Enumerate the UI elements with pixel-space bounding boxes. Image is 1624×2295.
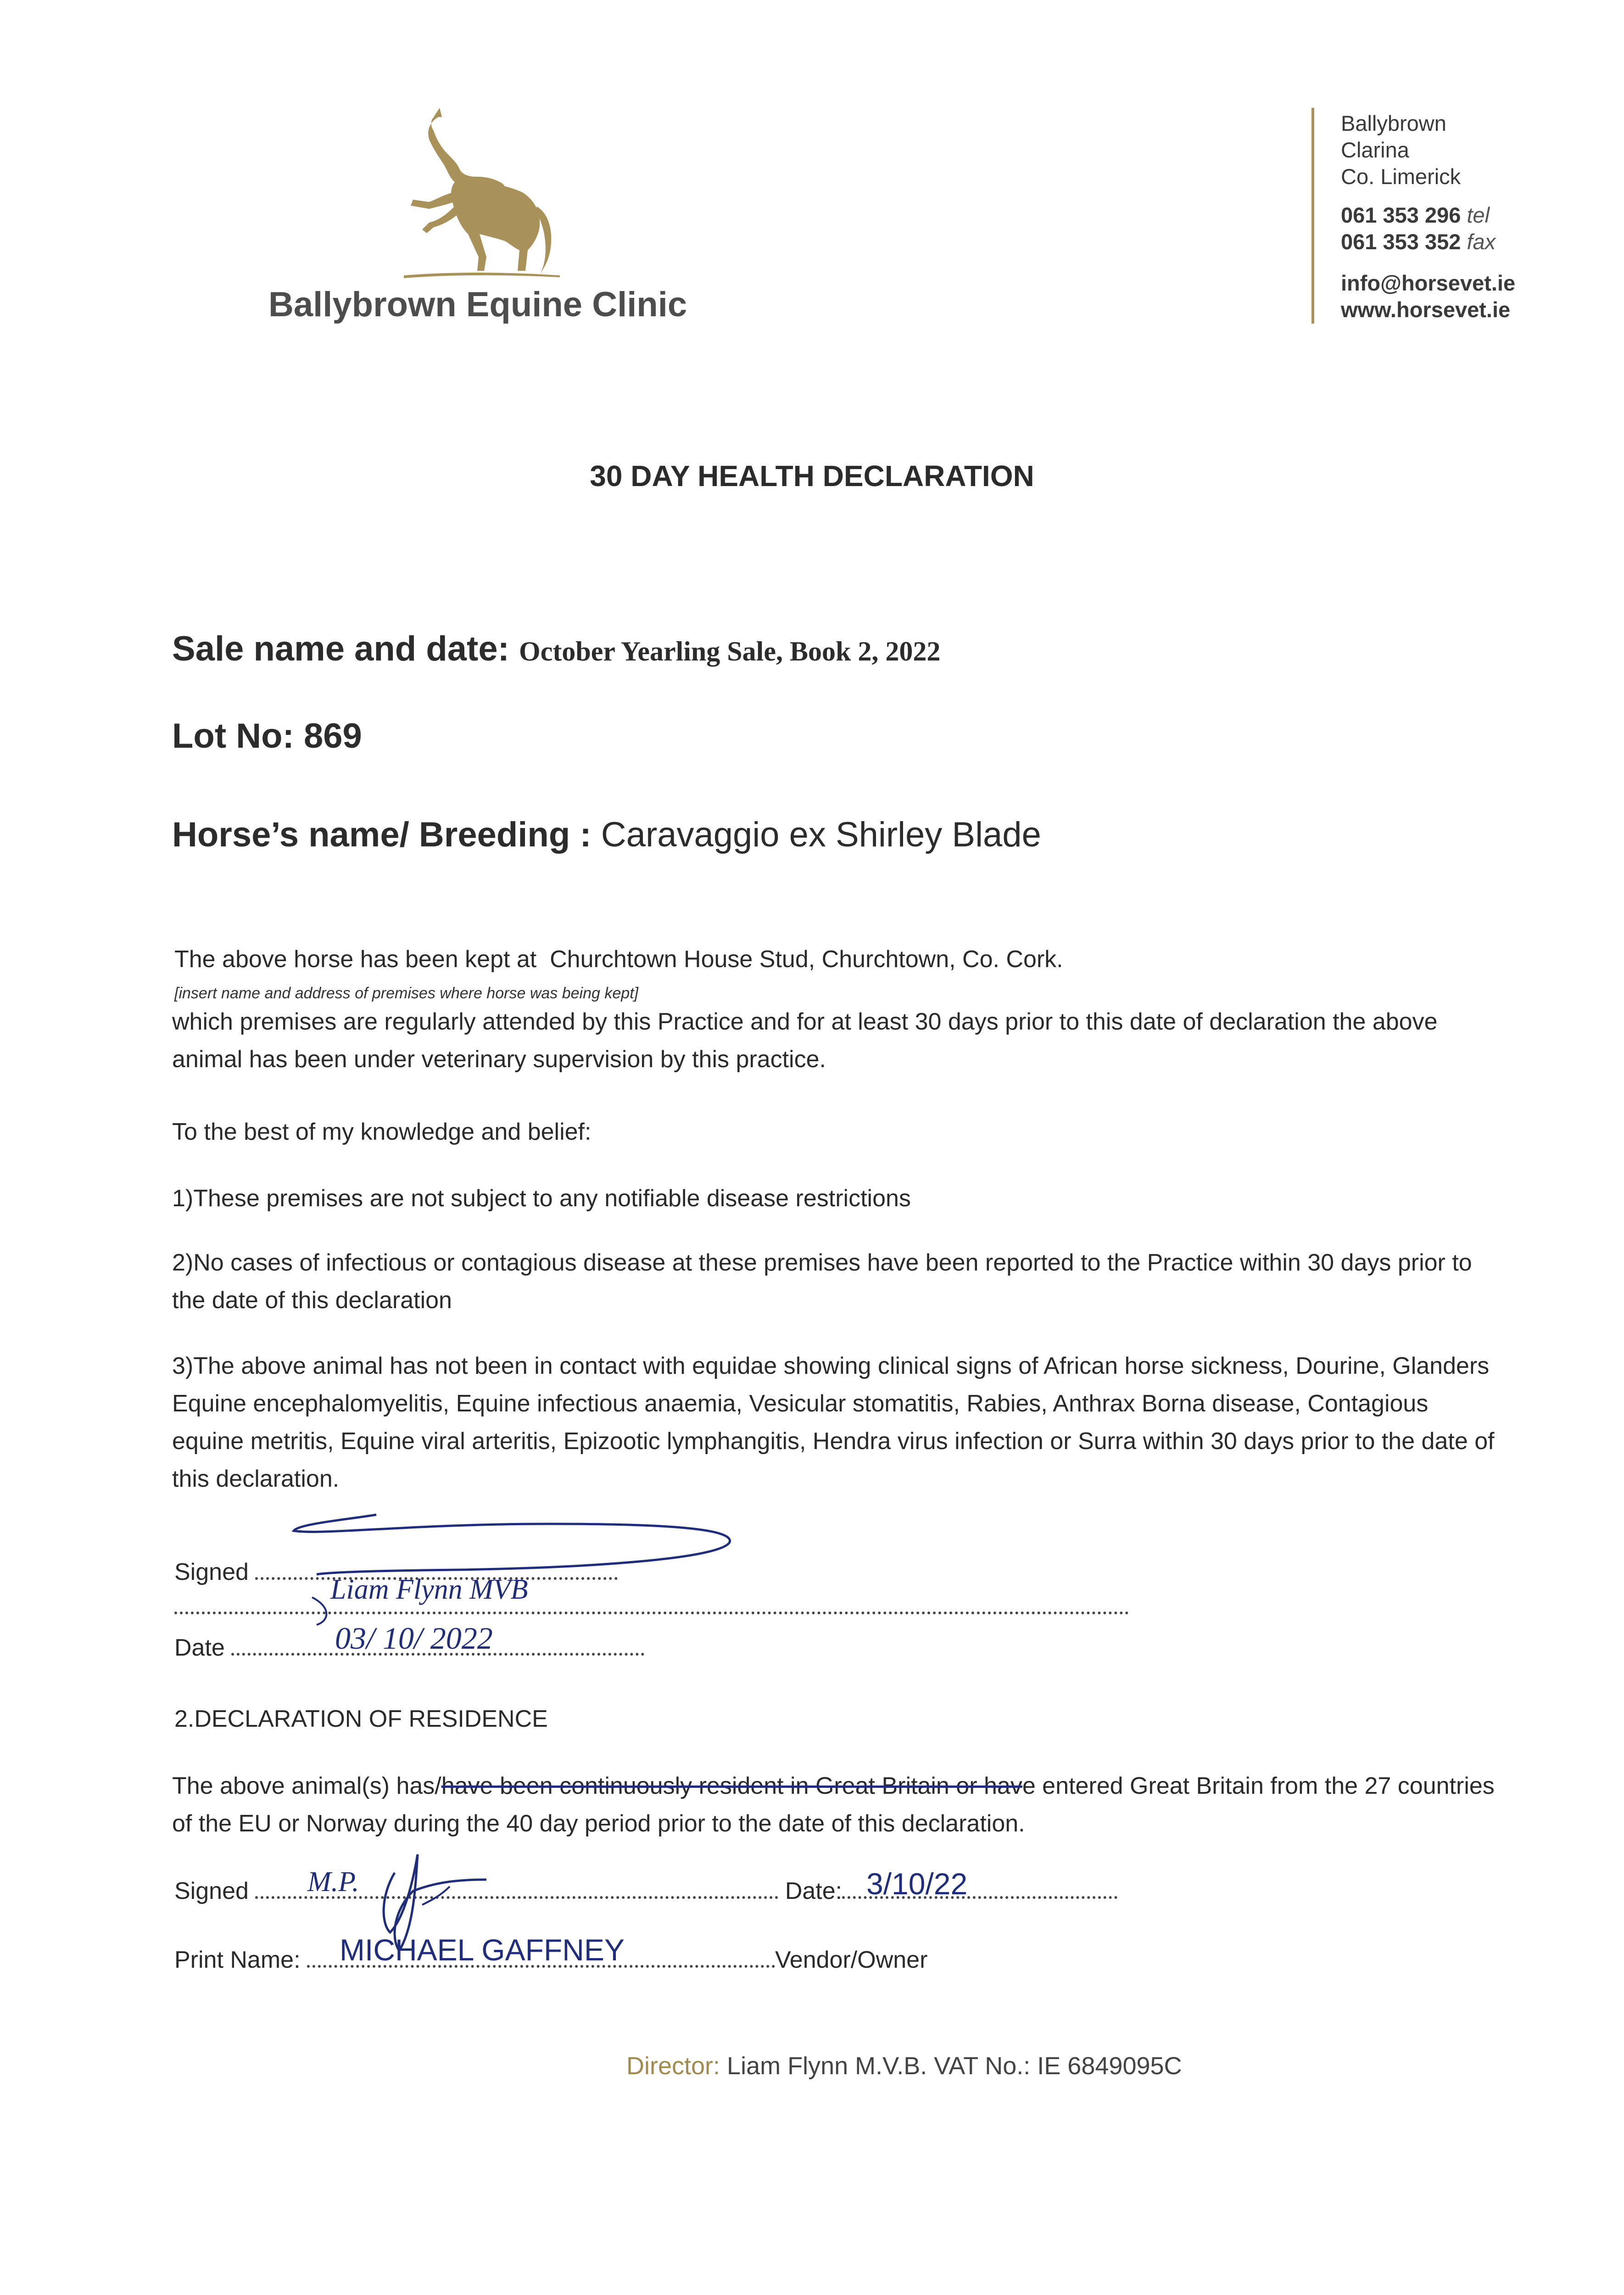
vet-date-value: 03/ 10/ 2022 [335, 1621, 493, 1656]
kept-note: [insert name and address of premises where horse was being kept] [174, 985, 639, 1002]
vet-signed-label: Signed [174, 1559, 249, 1585]
address-line-3: Co. Limerick [1341, 164, 1461, 189]
vet-printed-name: Liam Flynn MVB [330, 1574, 528, 1605]
supervision-paragraph: which premises are regularly attended by this Practice and for at least 30 days prior to this date of declaration the above animal has been under veterinary supervision by this practice. [172, 1008, 1438, 1073]
footer [626, 2052, 1182, 2080]
residence-heading: 2.DECLARATION OF RESIDENCE [174, 1706, 548, 1732]
sale-label: Sale name and date: [172, 629, 509, 668]
telephone-label: tel [1467, 203, 1490, 227]
owner-date-value: 3/10/22 [866, 1867, 968, 1901]
print-name-value: MICHAEL GAFFNEY [340, 1933, 625, 1967]
fax-number: 061 353 352 [1341, 230, 1461, 254]
telephone-number: 061 353 296 [1341, 203, 1461, 227]
director-label: Director: [626, 2052, 720, 2080]
kept-prefix: The above horse has been kept at [174, 946, 537, 973]
belief-line: To the best of my knowledge and belief: [172, 1119, 592, 1145]
lot-value: 869 [304, 716, 362, 756]
item-1: 1)These premises are not subject to any notifiable disease restrictions [172, 1185, 911, 1212]
owner-signed-label: Signed [174, 1878, 249, 1904]
kept-premises: Churchtown House Stud, Churchtown, Co. Cork. [550, 946, 1063, 973]
item-2: 2)No cases of infectious or contagious disease at these premises have been reported to the Practice within 30 days prior to the date of this declaration [172, 1249, 1472, 1314]
owner-date-label: Date: [785, 1878, 843, 1904]
lot-label: Lot No: [172, 716, 294, 756]
website: www.horsevet.ie [1341, 297, 1511, 322]
role-label: Vendor/Owner [775, 1947, 928, 1973]
horse-label: Horse’s name/ Breeding : [172, 815, 592, 854]
address-line-2: Clarina [1341, 138, 1409, 162]
residence-text-end: e entered Great Britain from the 27 countries of the EU or Norway during the 40 day period prior to the date of this declaration. [172, 1773, 1495, 1837]
print-name-label: Print Name: [174, 1947, 301, 1973]
clinic-name: Ballybrown Equine Clinic [268, 285, 687, 324]
director-text: Liam Flynn M.V.B. VAT No.: IE 6849095C [727, 2052, 1182, 2080]
owner-signature-initials: M.P. [307, 1866, 359, 1898]
page-title: 30 DAY HEALTH DECLARATION [590, 459, 1034, 493]
email: info@horsevet.ie [1341, 271, 1516, 295]
residence-struck-text: have been continuously resident in Great Britain or hav [441, 1773, 1022, 1799]
sale-value: October Yearling Sale, Book 2, 2022 [519, 636, 941, 666]
vet-date-label: Date [174, 1634, 225, 1661]
item-3: 3)The above animal has not been in contact with equidae showing clinical signs of African horse sickness, Dourine, Glanders Equine encephalomyelitis, Equine infectious anaemia, Vesicular stomatitis, Rabies, Anthrax Borna disease, Contagious equine metritis, Equine viral arteritis, Epizootic lymphangitis, Hendra virus infection or Surra within 30 days prior to the date of this declaration. [172, 1353, 1495, 1492]
address-line-1: Ballybrown [1341, 111, 1446, 135]
residence-text-start: The above animal(s) has/ [172, 1773, 441, 1799]
fax-label: fax [1467, 230, 1496, 254]
horse-value: Caravaggio ex Shirley Blade [601, 815, 1041, 854]
